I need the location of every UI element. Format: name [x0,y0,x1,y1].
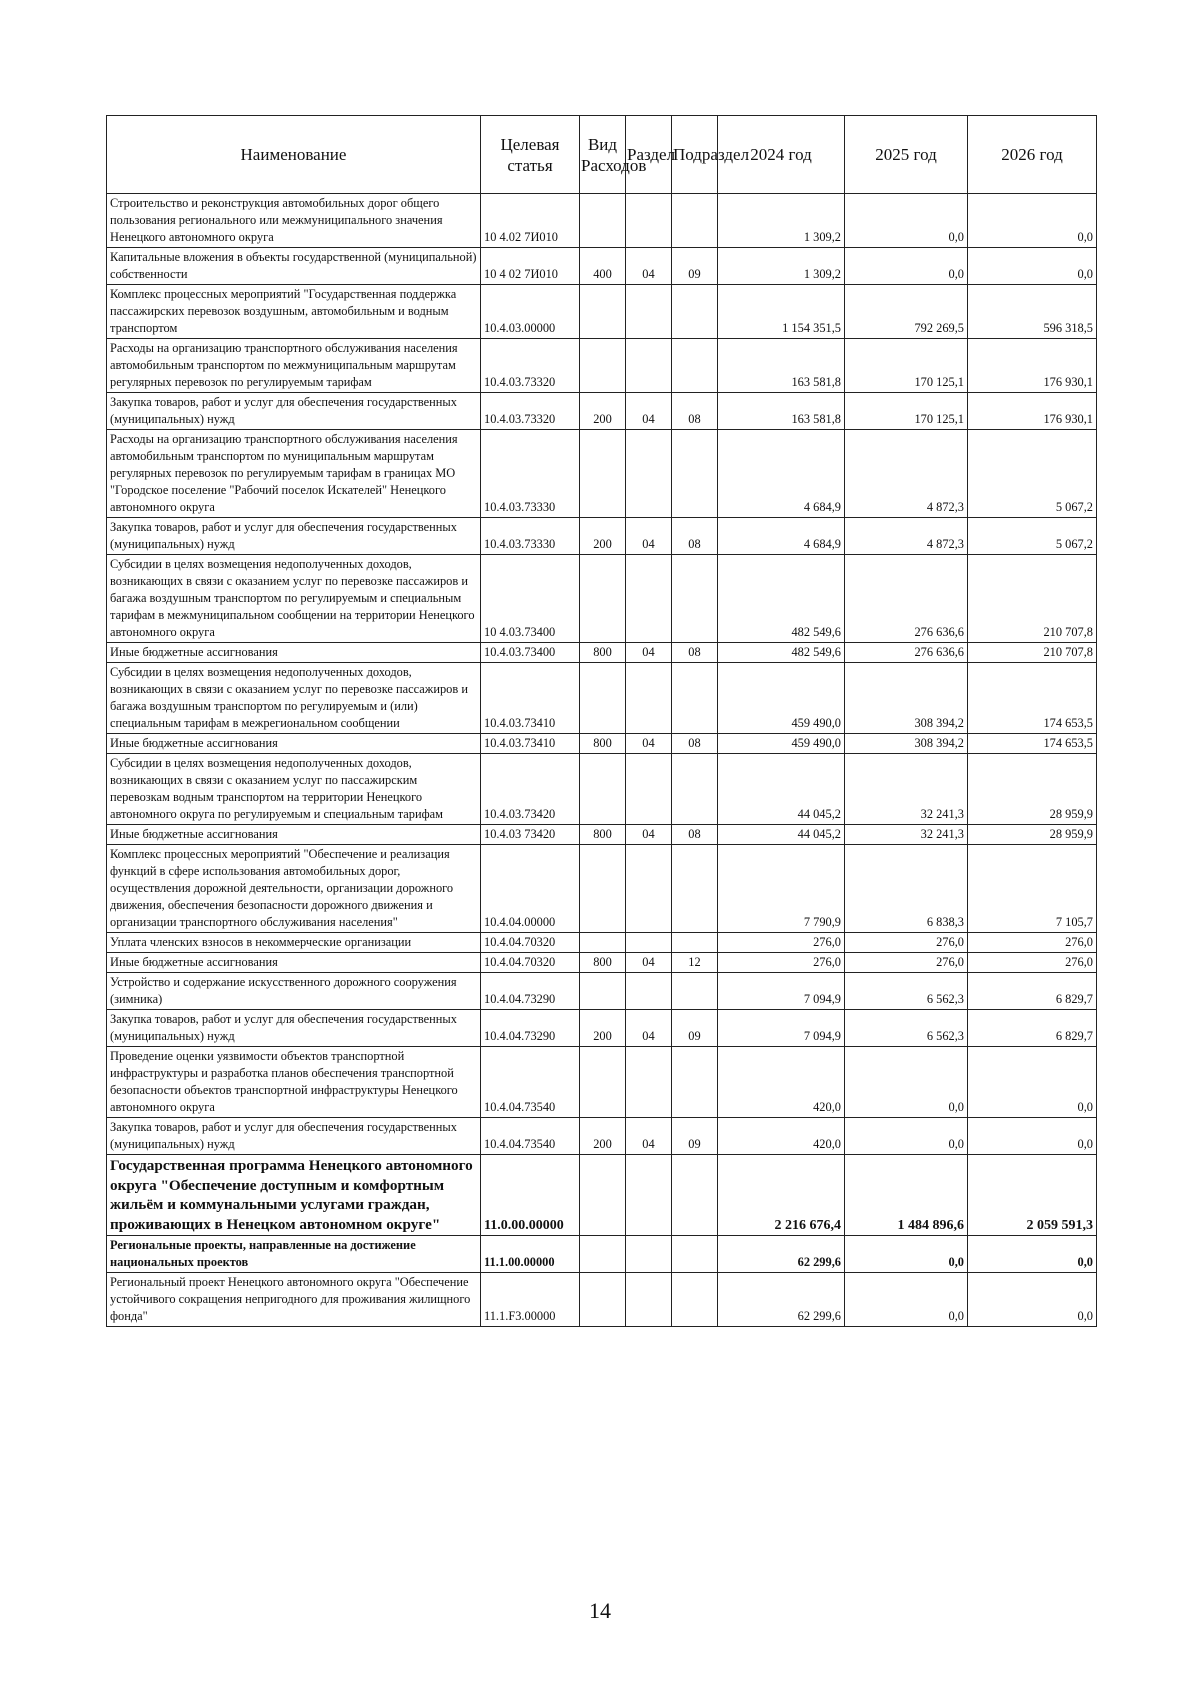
row-section-cell: 04 [626,643,672,663]
budget-table [106,115,1097,1327]
row-value-2024-cell: 459 490,0 [718,663,845,734]
table-row [107,953,1097,973]
row-section-cell [626,285,672,339]
table-row [107,194,1097,248]
row-section-cell: 04 [626,1118,672,1155]
row-subsection-cell [672,1047,718,1118]
row-value-2026-cell: 0,0 [968,1273,1097,1327]
row-value-2024-cell: 163 581,8 [718,393,845,430]
row-expense-type-cell: 200 [580,1118,626,1155]
table-row [107,555,1097,643]
row-value-2026-cell: 0,0 [968,248,1097,285]
row-subsection-cell [672,973,718,1010]
table-row [107,285,1097,339]
table-row [107,430,1097,518]
row-subsection-cell [672,339,718,393]
row-name-cell: Комплекс процессных мероприятий "Обеспечение и реализация функций в сфере использования автомобильных дорог, осуществления дорожной деятельности, организации дорожного движения, обеспечения безопасности дорожного движения и организации транспортного обслуживания населения" [107,845,481,933]
row-target-cell: 11.1.F3.00000 [481,1273,580,1327]
table-row [107,643,1097,663]
row-value-2025-cell: 4 872,3 [845,430,968,518]
row-expense-type-cell [580,1047,626,1118]
row-name-cell: Закупка товаров, работ и услуг для обеспечения государственных (муниципальных) нужд [107,1118,481,1155]
row-value-2024-cell: 482 549,6 [718,643,845,663]
row-expense-type-cell [580,194,626,248]
row-name-cell: Строительство и реконструкция автомобильных дорог общего пользования регионального или межмуниципального значения Ненецкого автономного округа [107,194,481,248]
row-section-cell: 04 [626,248,672,285]
row-value-2025-cell: 6 562,3 [845,973,968,1010]
row-expense-type-cell: 400 [580,248,626,285]
row-value-2026-cell: 596 318,5 [968,285,1097,339]
row-expense-type-cell [580,845,626,933]
row-subsection-cell [672,430,718,518]
row-value-2026-cell: 6 829,7 [968,973,1097,1010]
row-value-2026-cell: 5 067,2 [968,430,1097,518]
row-section-cell [626,555,672,643]
row-section-cell [626,973,672,1010]
table-row [107,1047,1097,1118]
row-subsection-cell [672,754,718,825]
row-section-cell: 04 [626,393,672,430]
row-name-cell: Расходы на организацию транспортного обслуживания населения автомобильным транспортом по муниципальным маршрутам регулярных перевозок по регулируемым тарифам в границах МО "Городское поселение "Рабочий поселок Искателей" Ненецкого автономного округа [107,430,481,518]
table-row [107,825,1097,845]
row-subsection-cell: 08 [672,734,718,754]
row-value-2026-cell: 5 067,2 [968,518,1097,555]
row-value-2024-cell: 459 490,0 [718,734,845,754]
row-name-cell: Государственная программа Ненецкого автономного округа "Обеспечение доступным и комфортным жильём и коммунальными услугами граждан, проживающих в Ненецком автономном округе" [107,1155,481,1236]
row-name-cell: Иные бюджетные ассигнования [107,825,481,845]
header-subsection: Подраздел [672,116,718,194]
header-name: Наименование [107,116,481,194]
header-year-2026: 2026 год [968,116,1097,194]
row-name-cell: Закупка товаров, работ и услуг для обеспечения государственных (муниципальных) нужд [107,393,481,430]
row-expense-type-cell [580,285,626,339]
row-target-cell: 10 4.03.73400 [481,555,580,643]
row-subsection-cell [672,933,718,953]
row-value-2026-cell: 28 959,9 [968,825,1097,845]
row-expense-type-cell: 800 [580,643,626,663]
row-value-2025-cell: 1 484 896,6 [845,1155,968,1236]
row-name-cell: Субсидии в целях возмещения недополученных доходов, возникающих в связи с оказанием услуг по перевозке пассажиров и багажа воздушным транспортом по регулируемым и специальным тарифам в межмуниципальном сообщении на территории Ненецкого автономного округа [107,555,481,643]
row-value-2025-cell: 6 562,3 [845,1010,968,1047]
row-name-cell: Субсидии в целях возмещения недополученных доходов, возникающих в связи с оказанием услуг по перевозке пассажиров и багажа воздушным транспортом по регулируемым и (или) специальным тарифам в межрегиональном сообщении [107,663,481,734]
row-target-cell: 10.4.03.00000 [481,285,580,339]
row-name-cell: Проведение оценки уязвимости объектов транспортной инфраструктуры и разработка планов обеспечения транспортной безопасности объектов транспортной инфраструктуры Ненецкого автономного округа [107,1047,481,1118]
row-section-cell [626,663,672,734]
row-target-cell: 11.1.00.00000 [481,1236,580,1273]
row-expense-type-cell [580,933,626,953]
row-name-cell: Субсидии в целях возмещения недополученных доходов, возникающих в связи с оказанием услуг по пассажирским перевозкам водным транспортом на территории Ненецкого автономного округа по регулируемым и специальным тарифам [107,754,481,825]
row-value-2025-cell: 792 269,5 [845,285,968,339]
row-value-2026-cell: 6 829,7 [968,1010,1097,1047]
row-value-2024-cell: 276,0 [718,953,845,973]
row-value-2024-cell: 276,0 [718,933,845,953]
row-value-2025-cell: 0,0 [845,1118,968,1155]
row-name-cell: Расходы на организацию транспортного обслуживания населения автомобильным транспортом по межмуниципальным маршрутам регулярных перевозок по регулируемым тарифам [107,339,481,393]
row-name-cell: Региональный проект Ненецкого автономного округа "Обеспечение устойчивого сокращения непригодного для проживания жилищного фонда" [107,1273,481,1327]
table-row [107,973,1097,1010]
row-name-cell: Закупка товаров, работ и услуг для обеспечения государственных (муниципальных) нужд [107,1010,481,1047]
row-value-2025-cell: 6 838,3 [845,845,968,933]
row-name-cell: Комплекс процессных мероприятий "Государственная поддержка пассажирских перевозок воздушным, автомобильным и водным транспортом [107,285,481,339]
row-value-2026-cell: 0,0 [968,1236,1097,1273]
row-value-2025-cell: 32 241,3 [845,754,968,825]
row-expense-type-cell: 800 [580,734,626,754]
table-row [107,1273,1097,1327]
table-row [107,754,1097,825]
row-value-2024-cell: 482 549,6 [718,555,845,643]
row-name-cell: Уплата членских взносов в некоммерческие организации [107,933,481,953]
row-value-2026-cell: 276,0 [968,933,1097,953]
row-value-2024-cell: 1 309,2 [718,194,845,248]
row-name-cell: Иные бюджетные ассигнования [107,734,481,754]
row-target-cell: 10.4.03.73320 [481,339,580,393]
row-name-cell: Закупка товаров, работ и услуг для обеспечения государственных (муниципальных) нужд [107,518,481,555]
row-section-cell [626,1047,672,1118]
row-section-cell: 04 [626,734,672,754]
row-target-cell: 11.0.00.00000 [481,1155,580,1236]
row-section-cell: 04 [626,518,672,555]
row-value-2026-cell: 176 930,1 [968,339,1097,393]
row-value-2024-cell: 1 309,2 [718,248,845,285]
row-value-2024-cell: 7 094,9 [718,1010,845,1047]
row-value-2026-cell: 28 959,9 [968,754,1097,825]
row-name-cell: Иные бюджетные ассигнования [107,643,481,663]
row-section-cell [626,339,672,393]
row-subsection-cell [672,663,718,734]
row-section-cell [626,430,672,518]
row-value-2024-cell: 1 154 351,5 [718,285,845,339]
row-target-cell: 10.4.03.73410 [481,734,580,754]
table-row [107,1118,1097,1155]
row-target-cell: 10 4 02 7И010 [481,248,580,285]
row-value-2024-cell: 44 045,2 [718,754,845,825]
table-header-row [107,116,1097,194]
row-target-cell: 10.4.03.73320 [481,393,580,430]
row-expense-type-cell [580,555,626,643]
row-target-cell: 10.4.03.73330 [481,518,580,555]
row-subsection-cell [672,845,718,933]
row-value-2025-cell: 170 125,1 [845,339,968,393]
row-section-cell: 04 [626,1010,672,1047]
row-value-2026-cell: 210 707,8 [968,643,1097,663]
header-expense-type: Вид Расходов [580,116,626,194]
row-expense-type-cell: 800 [580,953,626,973]
row-subsection-cell: 12 [672,953,718,973]
table-row [107,518,1097,555]
row-section-cell [626,845,672,933]
row-value-2025-cell: 276,0 [845,933,968,953]
row-subsection-cell [672,1155,718,1236]
table-row [107,248,1097,285]
row-name-cell: Региональные проекты, направленные на достижение национальных проектов [107,1236,481,1273]
table-row [107,663,1097,734]
row-value-2025-cell: 0,0 [845,1236,968,1273]
row-target-cell: 10.4.04.00000 [481,845,580,933]
row-section-cell [626,1155,672,1236]
row-target-cell: 10 4.02 7И010 [481,194,580,248]
page-number: 14 [589,1598,611,1623]
row-value-2025-cell: 0,0 [845,1273,968,1327]
row-target-cell: 10.4.03.73420 [481,754,580,825]
row-value-2025-cell: 308 394,2 [845,663,968,734]
row-value-2024-cell: 7 790,9 [718,845,845,933]
row-value-2024-cell: 163 581,8 [718,339,845,393]
row-target-cell: 10.4.03.73330 [481,430,580,518]
row-subsection-cell: 08 [672,518,718,555]
row-value-2026-cell: 0,0 [968,194,1097,248]
row-value-2025-cell: 4 872,3 [845,518,968,555]
row-value-2026-cell: 0,0 [968,1118,1097,1155]
row-target-cell: 10.4.04.70320 [481,933,580,953]
row-expense-type-cell [580,754,626,825]
row-target-cell: 10.4.04.73290 [481,973,580,1010]
row-value-2025-cell: 0,0 [845,194,968,248]
header-year-2024: 2024 год [718,116,845,194]
row-value-2024-cell: 420,0 [718,1118,845,1155]
table-row [107,393,1097,430]
row-value-2025-cell: 276 636,6 [845,555,968,643]
header-target-article: Целевая статья [481,116,580,194]
header-year-2025: 2025 год [845,116,968,194]
row-subsection-cell [672,1236,718,1273]
row-value-2024-cell: 7 094,9 [718,973,845,1010]
table-row [107,1236,1097,1273]
row-subsection-cell [672,285,718,339]
table-row [107,1010,1097,1047]
row-subsection-cell [672,1273,718,1327]
row-target-cell: 10.4.04.70320 [481,953,580,973]
row-expense-type-cell: 800 [580,825,626,845]
row-value-2025-cell: 308 394,2 [845,734,968,754]
row-value-2024-cell: 4 684,9 [718,518,845,555]
row-section-cell [626,754,672,825]
row-value-2026-cell: 0,0 [968,1047,1097,1118]
table-row [107,734,1097,754]
row-target-cell: 10.4.03 73420 [481,825,580,845]
row-target-cell: 10.4.03.73410 [481,663,580,734]
table-row [107,845,1097,933]
row-subsection-cell: 09 [672,1010,718,1047]
row-expense-type-cell: 200 [580,1010,626,1047]
row-subsection-cell: 08 [672,393,718,430]
row-subsection-cell: 09 [672,1118,718,1155]
table-row [107,339,1097,393]
row-value-2026-cell: 2 059 591,3 [968,1155,1097,1236]
row-expense-type-cell [580,430,626,518]
row-name-cell: Иные бюджетные ассигнования [107,953,481,973]
row-expense-type-cell [580,663,626,734]
row-value-2024-cell: 4 684,9 [718,430,845,518]
table-row [107,933,1097,953]
row-section-cell: 04 [626,825,672,845]
row-expense-type-cell: 200 [580,393,626,430]
row-target-cell: 10.4.04.73540 [481,1047,580,1118]
row-value-2025-cell: 0,0 [845,248,968,285]
row-value-2025-cell: 0,0 [845,1047,968,1118]
row-value-2025-cell: 170 125,1 [845,393,968,430]
row-section-cell [626,1273,672,1327]
table-body [107,194,1097,1327]
row-target-cell: 10.4.04.73290 [481,1010,580,1047]
header-section: Раздел [626,116,672,194]
row-value-2025-cell: 32 241,3 [845,825,968,845]
row-name-cell: Устройство и содержание искусственного дорожного сооружения (зимника) [107,973,481,1010]
row-value-2025-cell: 276,0 [845,953,968,973]
table-row [107,1155,1097,1236]
row-value-2026-cell: 174 653,5 [968,663,1097,734]
row-expense-type-cell [580,973,626,1010]
row-expense-type-cell [580,1236,626,1273]
row-name-cell: Капитальные вложения в объекты государственной (муниципальной) собственности [107,248,481,285]
row-expense-type-cell [580,339,626,393]
row-section-cell: 04 [626,953,672,973]
row-expense-type-cell: 200 [580,518,626,555]
row-value-2026-cell: 276,0 [968,953,1097,973]
row-target-cell: 10.4.03.73400 [481,643,580,663]
row-subsection-cell [672,194,718,248]
row-section-cell [626,1236,672,1273]
row-value-2024-cell: 62 299,6 [718,1236,845,1273]
row-value-2024-cell: 420,0 [718,1047,845,1118]
row-section-cell [626,194,672,248]
row-value-2026-cell: 174 653,5 [968,734,1097,754]
row-expense-type-cell [580,1273,626,1327]
row-value-2026-cell: 176 930,1 [968,393,1097,430]
row-subsection-cell [672,555,718,643]
row-value-2024-cell: 62 299,6 [718,1273,845,1327]
row-target-cell: 10.4.04.73540 [481,1118,580,1155]
row-subsection-cell: 09 [672,248,718,285]
row-subsection-cell: 08 [672,825,718,845]
row-value-2026-cell: 7 105,7 [968,845,1097,933]
row-value-2025-cell: 276 636,6 [845,643,968,663]
row-subsection-cell: 08 [672,643,718,663]
row-value-2024-cell: 44 045,2 [718,825,845,845]
row-value-2026-cell: 210 707,8 [968,555,1097,643]
row-value-2024-cell: 2 216 676,4 [718,1155,845,1236]
row-expense-type-cell [580,1155,626,1236]
row-section-cell [626,933,672,953]
